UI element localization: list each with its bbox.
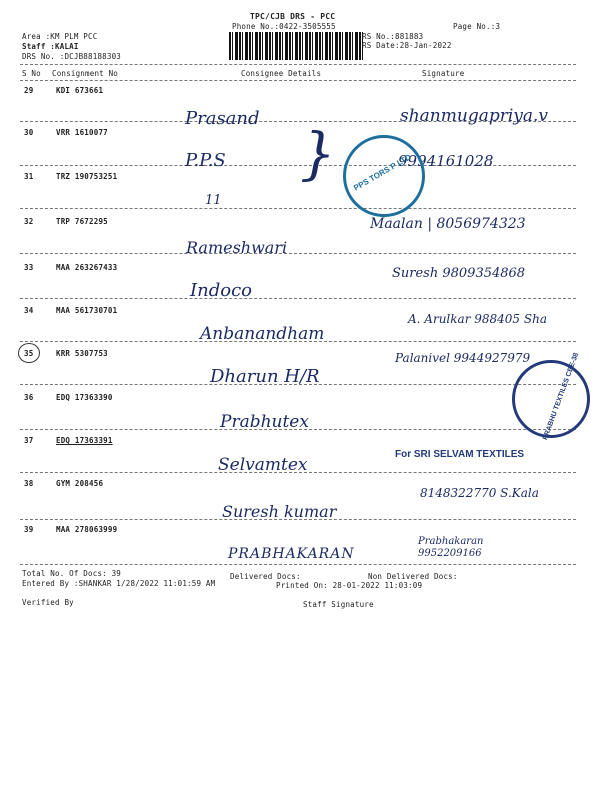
row-sno: 33 [24,263,34,272]
row-consignment: VRR 1610077 [56,128,108,137]
handwritten-consignee: Dharun H/R [210,366,320,387]
row-consignment: KDI 673661 [56,86,104,95]
handwritten-signature: Maalan | 8056974323 [370,216,526,232]
handwritten-consignee: Indoco [190,280,252,301]
prabhu-textiles-stamp [512,351,590,442]
row-consignment: MAA 561730701 [56,306,118,315]
row-sno: 31 [24,172,34,181]
handwritten-consignee: PRABHAKARAN [228,546,355,562]
column-signature: Signature [422,69,465,78]
handwritten-signature: 8148322770 S.Kala [420,486,539,500]
handwritten-consignee: Prasand [185,108,260,129]
handwritten-signature: Prabhakaran 9952209166 [418,536,484,559]
handwritten-consignee: 11 [205,193,222,208]
handwritten-consignee: Rameshwari [186,238,288,257]
row-sno: 38 [24,479,34,488]
staff-label: Staff :KALAI [22,42,79,51]
column-consignment: Consignment No [52,69,119,78]
entered-by: Entered By :SHANKAR 1/28/2022 11:01:59 AM [22,579,216,588]
row-sno: 39 [24,525,34,534]
column-sno: S No [22,69,41,78]
rs-number: RS No.:881883 [362,32,424,41]
barcode [229,32,363,60]
row-sno: 36 [24,393,34,402]
row-consignment: TRZ 190753251 [56,172,118,181]
prabhu-stamp-text: PRABHU TEXTILES CBE-38 [542,351,581,442]
handwritten-consignee: Suresh kumar [222,502,337,521]
column-consignee: Consignee Details [241,69,322,78]
handwritten-signature: Palanivel 9944927979 [395,351,531,365]
drs-number: DRS No. :DCJB88188303 [22,52,122,61]
staff-signature: Staff Signature [303,600,374,609]
row-consignment: GYM 208456 [56,479,104,488]
page-number: Page No.:3 [453,22,501,31]
delivered-docs: Delivered Docs: [230,572,301,581]
handwritten-consignee: P.P.S [185,150,226,171]
row-consignment: MAA 263267433 [56,263,118,272]
printed-on: Printed On: 28-01-2022 11:03:09 [276,581,423,590]
pps-stamp [343,135,425,217]
brace-mark: } [300,122,336,187]
handwritten-signature: shanmugapriya.v [400,106,549,126]
handwritten-signature: Suresh 9809354868 [392,266,526,281]
row-sno: 32 [24,217,34,226]
non-delivered-docs: Non Delivered Docs: [368,572,458,581]
row-sno: 37 [24,436,34,445]
handwritten-consignee: Selvamtex [218,455,308,475]
row-sno: 35 [24,349,34,358]
total-docs: Total No. Of Docs: 39 [22,569,122,578]
row-consignment: EDQ 17363390 [56,393,113,402]
phone-number: Phone No.:0422-3505555 [232,22,336,31]
document-title: TPC/CJB DRS - PCC [250,12,336,21]
row-consignment: MAA 278063999 [56,525,118,534]
handwritten-signature: 9994161028 [398,152,494,170]
row-consignment: TRP 7672295 [56,217,108,226]
handwritten-consignee: Prabhutex [220,412,309,432]
rs-date: RS Date:28-Jan-2022 [362,41,452,50]
handwritten-consignee: Anbanandham [200,324,325,344]
pps-stamp-text: PPS TORS P LTD [352,152,413,193]
verified-by: Verified By [22,598,74,607]
columns-rule [20,80,576,81]
company-stamp-text: For SRI SELVAM TEXTILES [395,449,525,460]
header-rule [20,64,576,65]
row-consignment: EDQ 17363391 [56,436,113,445]
row-consignment: KRR 5307753 [56,349,108,358]
row-sno: 34 [24,306,34,315]
row-sno: 30 [24,128,34,137]
handwritten-signature: A. Arulkar 988405 Sha [408,312,547,326]
row-sno: 29 [24,86,34,95]
area-label: Area :KM PLM PCC [22,32,98,41]
